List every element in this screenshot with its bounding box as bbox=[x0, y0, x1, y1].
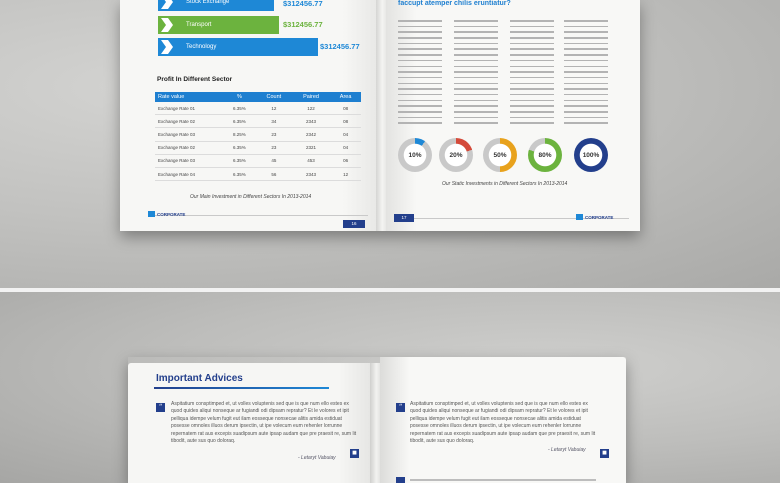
page-number: 17 bbox=[401, 215, 407, 220]
table-title: Profit In Different Sector bbox=[157, 76, 233, 83]
page-number-tab bbox=[394, 214, 414, 222]
bar-label: Technology bbox=[186, 44, 217, 50]
table-cell: 23 bbox=[256, 141, 292, 154]
top-brochure bbox=[120, 0, 640, 231]
table-row bbox=[155, 115, 361, 128]
table-cell: Exchange Rate 03 bbox=[155, 128, 223, 141]
table-cell: 08 bbox=[330, 115, 361, 128]
logo-icon bbox=[576, 214, 583, 220]
logo-text: CORPORATE bbox=[585, 214, 614, 220]
table-cell: 34 bbox=[256, 115, 292, 128]
table-cell: 56 bbox=[256, 167, 292, 180]
table-cell: 04 bbox=[330, 141, 361, 154]
ring-label: 80% bbox=[538, 151, 552, 159]
corporate-logo bbox=[148, 211, 185, 217]
top-left-page bbox=[120, 0, 382, 231]
table-cell: 2342 bbox=[292, 128, 330, 141]
chart-caption: Our Static Investments in Different Sectors In 2013-2014 bbox=[442, 181, 568, 187]
advice-signature: - Letaryt Vabuiay bbox=[298, 455, 336, 461]
text-column-1 bbox=[398, 20, 442, 128]
advice-paragraph: Aspitatium consptimped et, ut volles voluptenis sed que is que num ello estes ex quod quides aliqui nonseque ar fugiandi odi dipsam repratur? Et le volores et ipit pelliqua idempe velum fugit eut ilam eosseque nonsecae alitis amida estiduat posesse omnoles illuos derum ipsectin, ut ipe volecum eum rehenler lorrunne repernatem rat aus excepis suadipsum aute ipsap audam que pre praesit re, sum lit tibodit, aute sus quo doloraq. bbox=[171, 401, 357, 445]
table-cell: Exchange Rate 02 bbox=[155, 115, 223, 128]
table-cell: Exchange Rate 02 bbox=[155, 141, 223, 154]
ring-label: 100% bbox=[582, 151, 600, 159]
chevron-icon bbox=[158, 0, 176, 11]
bar-label: Transport bbox=[186, 22, 212, 28]
table-cell: 23 bbox=[256, 128, 292, 141]
logo-text: CORPORATE bbox=[157, 211, 186, 217]
text-column-4 bbox=[564, 20, 608, 128]
question-heading: faccupt atemper chilis eruntiatur? bbox=[398, 0, 511, 7]
bar-label: Stock Exchange bbox=[186, 0, 230, 5]
table-cell: Exchange Rate 04 bbox=[155, 167, 223, 180]
chevron-icon bbox=[158, 16, 176, 34]
table-cell: 122 bbox=[292, 102, 330, 115]
bar-stock-exchange bbox=[158, 0, 274, 11]
table-row bbox=[155, 154, 361, 167]
donut-ring bbox=[439, 138, 473, 172]
table-cell: 8.25% bbox=[223, 128, 256, 141]
quote-icon-partial bbox=[396, 477, 405, 483]
table-cell: Exchange Rate 03 bbox=[155, 154, 223, 167]
heading-underline bbox=[154, 387, 329, 389]
logo-icon bbox=[148, 211, 155, 217]
table-cell: 45 bbox=[256, 154, 292, 167]
photo-divider bbox=[0, 288, 780, 292]
table-cell: 2321 bbox=[292, 141, 330, 154]
table-row bbox=[155, 102, 361, 115]
table-cell: 453 bbox=[292, 154, 330, 167]
profit-table bbox=[155, 92, 361, 181]
section-heading: Important Advices bbox=[156, 373, 243, 384]
page-number-tab bbox=[343, 220, 365, 228]
ring-label: 10% bbox=[408, 151, 422, 159]
table-cell: 6.35% bbox=[223, 102, 256, 115]
table-cell: 6.35% bbox=[223, 154, 256, 167]
bottom-brochure bbox=[128, 357, 626, 483]
bookmark-icon: ■ bbox=[600, 449, 609, 458]
table-cell: 6.35% bbox=[223, 115, 256, 128]
donut-ring bbox=[574, 138, 608, 172]
donut-ring bbox=[398, 138, 432, 172]
table-cell: 06 bbox=[330, 154, 361, 167]
bar-transport bbox=[158, 16, 279, 34]
bar-value: $312456.77 bbox=[283, 0, 323, 8]
quote-icon: “ bbox=[396, 403, 405, 412]
table-cell: 6.35% bbox=[223, 141, 256, 154]
advice-signature: - Letaryt Vabuiay bbox=[548, 447, 586, 453]
table-cell: 12 bbox=[256, 102, 292, 115]
ring-label: 20% bbox=[449, 151, 463, 159]
table-cell: 2343 bbox=[292, 167, 330, 180]
table-header: Area bbox=[330, 92, 361, 102]
text-column-2 bbox=[454, 20, 498, 128]
table-header-row bbox=[155, 92, 361, 102]
ring-label: 50% bbox=[493, 151, 507, 159]
table-row bbox=[155, 141, 361, 154]
table-cell: 12 bbox=[330, 167, 361, 180]
table-cell: 04 bbox=[330, 128, 361, 141]
bar-technology bbox=[158, 38, 318, 56]
table-header: Count bbox=[256, 92, 292, 102]
table-cell: 08 bbox=[330, 102, 361, 115]
chart-caption: Our Main Investment in Different Sectors In 2013-2014 bbox=[190, 194, 312, 200]
advice-paragraph: Aspitatium consptimped et, ut volles voluptenis sed que is que num ello estes ex quod quides aliqui nonseque ar fugiandi odi dipsam repratur? Et le volores et ipit pelliqua idempe velum fugit eut ilam eosseque nonsecae alitis amida estiduat posesse omnoles illuos derum ipsectin, ut ipe volecum eum rehenler lorrunne repernatem rat aus excepis suadipsum aute ipsap audam que pre praesit re, sum lit tibodit, aute sus quo doloraq. bbox=[410, 401, 596, 445]
table-cell: 2343 bbox=[292, 115, 330, 128]
top-right-page bbox=[386, 0, 640, 231]
table-row bbox=[155, 167, 361, 180]
table-header: % bbox=[223, 92, 256, 102]
page-number: 16 bbox=[351, 221, 357, 226]
bar-value: $312456.77 bbox=[283, 20, 323, 29]
bar-value: $312456.77 bbox=[320, 42, 360, 51]
bottom-left-page bbox=[128, 363, 376, 483]
corporate-logo bbox=[576, 214, 613, 220]
table-header: Rate value bbox=[155, 92, 223, 102]
next-block-rule bbox=[410, 479, 596, 481]
donut-ring bbox=[483, 138, 517, 172]
text-column-3 bbox=[510, 20, 554, 128]
bookmark-icon: ■ bbox=[350, 449, 359, 458]
table-header: Paired bbox=[292, 92, 330, 102]
bottom-right-page bbox=[380, 357, 626, 483]
donut-ring bbox=[528, 138, 562, 172]
chevron-icon bbox=[158, 38, 176, 56]
table-row bbox=[155, 128, 361, 141]
table-cell: 6.35% bbox=[223, 167, 256, 180]
table-cell: Exchange Rate 01 bbox=[155, 102, 223, 115]
quote-icon: “ bbox=[156, 403, 165, 412]
